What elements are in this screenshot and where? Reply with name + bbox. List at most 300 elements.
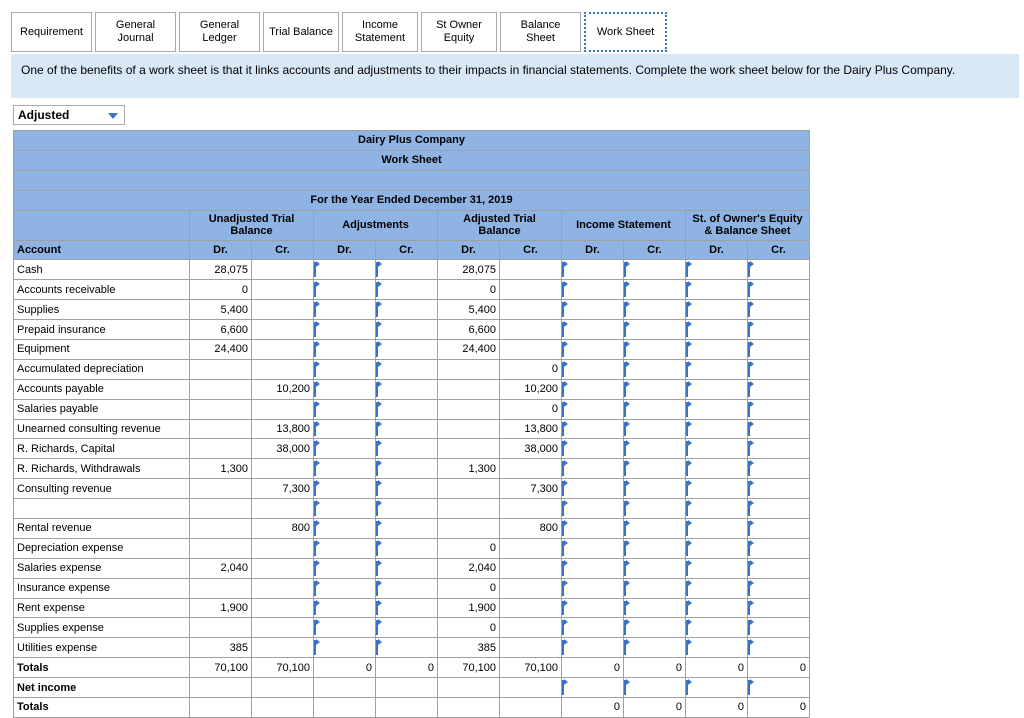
- bs-dr-input[interactable]: [686, 439, 748, 459]
- adjustment-cr-input[interactable]: [376, 280, 438, 300]
- adj-cr: [500, 538, 562, 558]
- adj-cr: [500, 499, 562, 519]
- adj-cr: [500, 320, 562, 340]
- table-row: [14, 300, 810, 320]
- bs-cr-input[interactable]: [748, 538, 810, 558]
- unadj-cr: 38,000: [252, 439, 314, 459]
- account-name: Accounts receivable: [14, 280, 190, 300]
- table-row: [14, 499, 810, 519]
- unadj-cr: [252, 598, 314, 618]
- bs-dr-input[interactable]: [686, 399, 748, 419]
- adj-dr: 5,400: [438, 300, 500, 320]
- unadj-dr: [190, 359, 252, 379]
- account-name: Cash: [14, 260, 190, 280]
- cr-header: Cr.: [500, 240, 562, 260]
- adjustment-dr-input[interactable]: [314, 638, 376, 658]
- adjustment-cr-input[interactable]: [376, 300, 438, 320]
- is-dr-input[interactable]: [562, 280, 624, 300]
- unadj-dr: [190, 419, 252, 439]
- adj-dr: [438, 379, 500, 399]
- group-header: Adjusted Trial Balance: [438, 210, 562, 240]
- ni-bs-cr-input[interactable]: [748, 678, 810, 698]
- is-dr-input[interactable]: [562, 399, 624, 419]
- net-income-blank: [438, 678, 500, 698]
- totals-label: Totals: [14, 658, 190, 678]
- is-dr-input[interactable]: [562, 499, 624, 519]
- adj-cr: 38,000: [500, 439, 562, 459]
- final-totals-blank: [314, 698, 376, 718]
- adjustment-cr-input[interactable]: [376, 638, 438, 658]
- adjustment-dr-input[interactable]: [314, 359, 376, 379]
- table-row: [14, 578, 810, 598]
- unadj-cr: [252, 638, 314, 658]
- adj-cr: 0: [500, 359, 562, 379]
- total-value: 0: [562, 658, 624, 678]
- bs-cr-input[interactable]: [748, 499, 810, 519]
- adjustment-dr-input[interactable]: [314, 340, 376, 360]
- account-name: Supplies expense: [14, 618, 190, 638]
- adj-cr: 0: [500, 399, 562, 419]
- adjustment-cr-input[interactable]: [376, 439, 438, 459]
- unadj-cr: [252, 300, 314, 320]
- adj-dr: [438, 439, 500, 459]
- is-cr-input[interactable]: [624, 479, 686, 499]
- bs-dr-input[interactable]: [686, 578, 748, 598]
- table-row: [14, 618, 810, 638]
- is-dr-input[interactable]: [562, 359, 624, 379]
- table-row: [14, 558, 810, 578]
- adjustment-dr-input[interactable]: [314, 618, 376, 638]
- is-dr-input[interactable]: [562, 558, 624, 578]
- adj-dr: 0: [438, 538, 500, 558]
- is-cr-input[interactable]: [624, 379, 686, 399]
- bs-cr-input[interactable]: [748, 399, 810, 419]
- final-total-value: 0: [748, 698, 810, 718]
- unadj-dr: [190, 439, 252, 459]
- cr-header: Cr.: [252, 240, 314, 260]
- bs-dr-input[interactable]: [686, 499, 748, 519]
- bs-dr-input[interactable]: [686, 359, 748, 379]
- bs-dr-input[interactable]: [686, 618, 748, 638]
- adj-cr: [500, 618, 562, 638]
- is-dr-input[interactable]: [562, 618, 624, 638]
- tab-balance-sheet[interactable]: Balance Sheet: [500, 12, 581, 52]
- table-row: [14, 280, 810, 300]
- unadj-dr: [190, 479, 252, 499]
- ni-bs-dr-input[interactable]: [686, 678, 748, 698]
- tab-requirement[interactable]: Requirement: [11, 12, 92, 52]
- total-value: 70,100: [500, 658, 562, 678]
- adj-dr: 1,300: [438, 459, 500, 479]
- net-income-blank: [500, 678, 562, 698]
- bs-cr-input[interactable]: [748, 320, 810, 340]
- adjustment-cr-input[interactable]: [376, 479, 438, 499]
- account-name: Consulting revenue: [14, 479, 190, 499]
- is-cr-input[interactable]: [624, 340, 686, 360]
- bs-cr-input[interactable]: [748, 479, 810, 499]
- total-value: 70,100: [190, 658, 252, 678]
- adj-dr: [438, 479, 500, 499]
- tab-trial-balance[interactable]: Trial Balance: [263, 12, 339, 52]
- total-value: 0: [376, 658, 438, 678]
- adj-dr: [438, 359, 500, 379]
- adjustment-cr-input[interactable]: [376, 618, 438, 638]
- is-dr-input[interactable]: [562, 538, 624, 558]
- adjustment-dr-input[interactable]: [314, 260, 376, 280]
- bs-cr-input[interactable]: [748, 578, 810, 598]
- is-cr-input[interactable]: [624, 320, 686, 340]
- dr-header: Dr.: [438, 240, 500, 260]
- adjustment-cr-input[interactable]: [376, 320, 438, 340]
- table-row: [14, 538, 810, 558]
- ni-is-cr-input[interactable]: [624, 678, 686, 698]
- unadj-dr: [190, 519, 252, 539]
- is-dr-input[interactable]: [562, 340, 624, 360]
- table-row: [14, 598, 810, 618]
- adjustment-dr-input[interactable]: [314, 300, 376, 320]
- adj-cr: 7,300: [500, 479, 562, 499]
- unadj-cr: [252, 260, 314, 280]
- unadj-dr: [190, 578, 252, 598]
- account-header: Account: [14, 240, 190, 260]
- bs-cr-input[interactable]: [748, 359, 810, 379]
- bs-cr-input[interactable]: [748, 519, 810, 539]
- adjustment-cr-input[interactable]: [376, 340, 438, 360]
- net-income-blank: [314, 678, 376, 698]
- account-name: Utilities expense: [14, 638, 190, 658]
- sheet-company: [14, 131, 810, 151]
- unadj-cr: 13,800: [252, 419, 314, 439]
- adjustment-cr-input[interactable]: [376, 598, 438, 618]
- adjustment-cr-input[interactable]: [376, 260, 438, 280]
- tab-general-journal[interactable]: General Journal: [95, 12, 176, 52]
- adj-cr: [500, 578, 562, 598]
- bs-cr-input[interactable]: [748, 638, 810, 658]
- account-name: Supplies: [14, 300, 190, 320]
- bs-dr-input[interactable]: [686, 320, 748, 340]
- bs-cr-input[interactable]: [748, 558, 810, 578]
- adjustment-dr-input[interactable]: [314, 479, 376, 499]
- total-value: 70,100: [252, 658, 314, 678]
- view-select-value: Adjusted: [18, 108, 70, 122]
- final-totals-blank: [376, 698, 438, 718]
- account-name: Equipment: [14, 340, 190, 360]
- final-totals-blank: [252, 698, 314, 718]
- adj-cr: 13,800: [500, 419, 562, 439]
- bs-cr-input[interactable]: [748, 598, 810, 618]
- final-totals-blank: [190, 698, 252, 718]
- is-dr-input[interactable]: [562, 320, 624, 340]
- bs-cr-input[interactable]: [748, 260, 810, 280]
- adj-dr: 385: [438, 638, 500, 658]
- net-income-label: Net income: [14, 678, 190, 698]
- account-name: Unearned consulting revenue: [14, 419, 190, 439]
- unadj-dr: [190, 379, 252, 399]
- bs-cr-input[interactable]: [748, 379, 810, 399]
- adj-cr: [500, 638, 562, 658]
- bs-cr-input[interactable]: [748, 439, 810, 459]
- adj-dr: 0: [438, 578, 500, 598]
- adjustment-dr-input[interactable]: [314, 280, 376, 300]
- is-cr-input[interactable]: [624, 260, 686, 280]
- group-header: St. of Owner's Equity & Balance Sheet: [686, 210, 810, 240]
- bs-dr-input[interactable]: [686, 280, 748, 300]
- adjustment-cr-input[interactable]: [376, 499, 438, 519]
- unadj-dr: 24,400: [190, 340, 252, 360]
- table-row: [14, 320, 810, 340]
- unadj-cr: [252, 280, 314, 300]
- total-value: 0: [686, 658, 748, 678]
- is-cr-input[interactable]: [624, 280, 686, 300]
- is-cr-input[interactable]: [624, 419, 686, 439]
- is-cr-input[interactable]: [624, 598, 686, 618]
- unadj-dr: [190, 499, 252, 519]
- unadj-cr: 800: [252, 519, 314, 539]
- chevron-down-icon: [108, 113, 118, 119]
- unadj-dr: 28,075: [190, 260, 252, 280]
- adjustment-cr-input[interactable]: [376, 558, 438, 578]
- account-name: Accounts payable: [14, 379, 190, 399]
- is-cr-input[interactable]: [624, 300, 686, 320]
- bs-dr-input[interactable]: [686, 260, 748, 280]
- adj-dr: 24,400: [438, 340, 500, 360]
- adjustment-cr-input[interactable]: [376, 419, 438, 439]
- account-name: Salaries expense: [14, 558, 190, 578]
- unadj-cr: [252, 578, 314, 598]
- unadj-dr: [190, 399, 252, 419]
- bs-dr-input[interactable]: [686, 379, 748, 399]
- unadj-dr: 6,600: [190, 320, 252, 340]
- bs-dr-input[interactable]: [686, 638, 748, 658]
- adjustment-dr-input[interactable]: [314, 459, 376, 479]
- unadj-cr: [252, 499, 314, 519]
- table-row: [14, 260, 810, 280]
- account-name: Depreciation expense: [14, 538, 190, 558]
- adjustment-dr-input[interactable]: [314, 399, 376, 419]
- adjustment-cr-input[interactable]: [376, 399, 438, 419]
- is-dr-input[interactable]: [562, 638, 624, 658]
- unadj-cr: [252, 320, 314, 340]
- bs-cr-input[interactable]: [748, 340, 810, 360]
- dr-header: Dr.: [314, 240, 376, 260]
- bs-dr-input[interactable]: [686, 479, 748, 499]
- is-dr-input[interactable]: [562, 519, 624, 539]
- adjustment-dr-input[interactable]: [314, 538, 376, 558]
- unadj-dr: [190, 538, 252, 558]
- account-name: Accumulated depreciation: [14, 359, 190, 379]
- bs-dr-input[interactable]: [686, 459, 748, 479]
- ni-is-dr-input[interactable]: [562, 678, 624, 698]
- unadj-cr: [252, 399, 314, 419]
- unadj-dr: 5,400: [190, 300, 252, 320]
- unadj-dr: 1,900: [190, 598, 252, 618]
- sheet-company-cell: Dairy Plus Company: [14, 131, 810, 151]
- is-cr-input[interactable]: [624, 578, 686, 598]
- instructions: One of the benefits of a work sheet is that it links accounts and adjustments to their impacts in financial statements. Complete the work sheet below for the Dairy Plus Company.: [11, 54, 1019, 98]
- adjustment-cr-input[interactable]: [376, 519, 438, 539]
- net-income-blank: [376, 678, 438, 698]
- group-header: Adjustments: [314, 210, 438, 240]
- account-name: R. Richards, Withdrawals: [14, 459, 190, 479]
- net-income-row: [14, 678, 810, 698]
- adjustment-dr-input[interactable]: [314, 419, 376, 439]
- bs-cr-input[interactable]: [748, 618, 810, 638]
- adj-dr: 2,040: [438, 558, 500, 578]
- is-cr-input[interactable]: [624, 459, 686, 479]
- final-total-value: 0: [686, 698, 748, 718]
- is-cr-input[interactable]: [624, 359, 686, 379]
- bs-dr-input[interactable]: [686, 300, 748, 320]
- adjustment-cr-input[interactable]: [376, 359, 438, 379]
- unadj-dr: [190, 618, 252, 638]
- unadj-dr: 1,300: [190, 459, 252, 479]
- adjustment-cr-input[interactable]: [376, 538, 438, 558]
- adjustment-cr-input[interactable]: [376, 459, 438, 479]
- table-row: [14, 638, 810, 658]
- adjustment-dr-input[interactable]: [314, 320, 376, 340]
- view-select[interactable]: [13, 105, 125, 125]
- adj-dr: 0: [438, 280, 500, 300]
- adj-cr: [500, 300, 562, 320]
- unadj-dr: 0: [190, 280, 252, 300]
- tab-owner-equity[interactable]: St Owner Equity: [421, 12, 497, 52]
- unadj-cr: [252, 359, 314, 379]
- totals-row: [14, 658, 810, 678]
- is-dr-input[interactable]: [562, 419, 624, 439]
- account-name: Salaries payable: [14, 399, 190, 419]
- bs-cr-input[interactable]: [748, 300, 810, 320]
- bs-cr-input[interactable]: [748, 419, 810, 439]
- final-total-value: 0: [562, 698, 624, 718]
- table-row: [14, 340, 810, 360]
- unadj-cr: 10,200: [252, 379, 314, 399]
- net-income-blank: [252, 678, 314, 698]
- net-income-blank: [190, 678, 252, 698]
- adj-cr: 800: [500, 519, 562, 539]
- group-header-row: [14, 210, 810, 240]
- unadj-cr: [252, 618, 314, 638]
- account-name: [14, 499, 190, 519]
- table-row: [14, 439, 810, 459]
- is-dr-input[interactable]: [562, 459, 624, 479]
- work-sheet-table: [13, 130, 810, 718]
- tab-income-statement[interactable]: Income Statement: [342, 12, 418, 52]
- is-dr-input[interactable]: [562, 260, 624, 280]
- bs-dr-input[interactable]: [686, 598, 748, 618]
- is-cr-input[interactable]: [624, 439, 686, 459]
- group-header: Unadjusted Trial Balance: [190, 210, 314, 240]
- account-name: Prepaid insurance: [14, 320, 190, 340]
- adj-cr: [500, 260, 562, 280]
- tab-bar: [11, 12, 670, 52]
- bs-dr-input[interactable]: [686, 519, 748, 539]
- cr-header: Cr.: [624, 240, 686, 260]
- is-cr-input[interactable]: [624, 558, 686, 578]
- account-name: Insurance expense: [14, 578, 190, 598]
- table-row: [14, 359, 810, 379]
- is-dr-input[interactable]: [562, 598, 624, 618]
- table-row: [14, 379, 810, 399]
- table-row: [14, 479, 810, 499]
- final-totals-blank: [500, 698, 562, 718]
- is-cr-input[interactable]: [624, 618, 686, 638]
- adj-dr: 0: [438, 618, 500, 638]
- adjustment-dr-input[interactable]: [314, 499, 376, 519]
- adj-cr: 10,200: [500, 379, 562, 399]
- is-dr-input[interactable]: [562, 578, 624, 598]
- adj-dr: [438, 499, 500, 519]
- table-row: [14, 399, 810, 419]
- adj-dr: [438, 399, 500, 419]
- dr-header: Dr.: [686, 240, 748, 260]
- account-name: Rental revenue: [14, 519, 190, 539]
- is-dr-input[interactable]: [562, 439, 624, 459]
- unadj-cr: 7,300: [252, 479, 314, 499]
- final-total-value: 0: [624, 698, 686, 718]
- adj-cr: [500, 598, 562, 618]
- sheet-blank-header: [14, 170, 810, 190]
- group-header: Income Statement: [562, 210, 686, 240]
- bs-dr-input[interactable]: [686, 558, 748, 578]
- adj-dr: [438, 519, 500, 539]
- unadj-cr: [252, 340, 314, 360]
- dr-header: Dr.: [562, 240, 624, 260]
- cr-header: Cr.: [376, 240, 438, 260]
- unadj-dr: 385: [190, 638, 252, 658]
- adjustment-dr-input[interactable]: [314, 439, 376, 459]
- adjustment-dr-input[interactable]: [314, 558, 376, 578]
- sheet-blank-header-cell: [14, 170, 810, 190]
- tab-general-ledger[interactable]: General Ledger: [179, 12, 260, 52]
- bs-cr-input[interactable]: [748, 459, 810, 479]
- final-totals-row: [14, 698, 810, 718]
- account-name: R. Richards, Capital: [14, 439, 190, 459]
- adj-dr: 6,600: [438, 320, 500, 340]
- adjustment-dr-input[interactable]: [314, 578, 376, 598]
- is-dr-input[interactable]: [562, 300, 624, 320]
- dr-header: Dr.: [190, 240, 252, 260]
- sheet-title-cell: Work Sheet: [14, 150, 810, 170]
- adjustment-cr-input[interactable]: [376, 578, 438, 598]
- bs-dr-input[interactable]: [686, 419, 748, 439]
- adj-cr: [500, 340, 562, 360]
- adj-cr: [500, 280, 562, 300]
- unadj-cr: [252, 558, 314, 578]
- is-dr-input[interactable]: [562, 379, 624, 399]
- is-cr-input[interactable]: [624, 638, 686, 658]
- is-cr-input[interactable]: [624, 399, 686, 419]
- adjustment-dr-input[interactable]: [314, 598, 376, 618]
- group-blank: [14, 210, 190, 240]
- unadj-dr: 2,040: [190, 558, 252, 578]
- bs-cr-input[interactable]: [748, 280, 810, 300]
- is-dr-input[interactable]: [562, 479, 624, 499]
- is-cr-input[interactable]: [624, 519, 686, 539]
- is-cr-input[interactable]: [624, 499, 686, 519]
- bs-dr-input[interactable]: [686, 538, 748, 558]
- table-row: [14, 419, 810, 439]
- is-cr-input[interactable]: [624, 538, 686, 558]
- total-value: 70,100: [438, 658, 500, 678]
- adj-dr: 28,075: [438, 260, 500, 280]
- bs-dr-input[interactable]: [686, 340, 748, 360]
- adjustment-cr-input[interactable]: [376, 379, 438, 399]
- adj-cr: [500, 558, 562, 578]
- adjustment-dr-input[interactable]: [314, 519, 376, 539]
- tab-work-sheet[interactable]: Work Sheet: [584, 12, 667, 52]
- drcr-header-row: [14, 240, 810, 260]
- adjustment-dr-input[interactable]: [314, 379, 376, 399]
